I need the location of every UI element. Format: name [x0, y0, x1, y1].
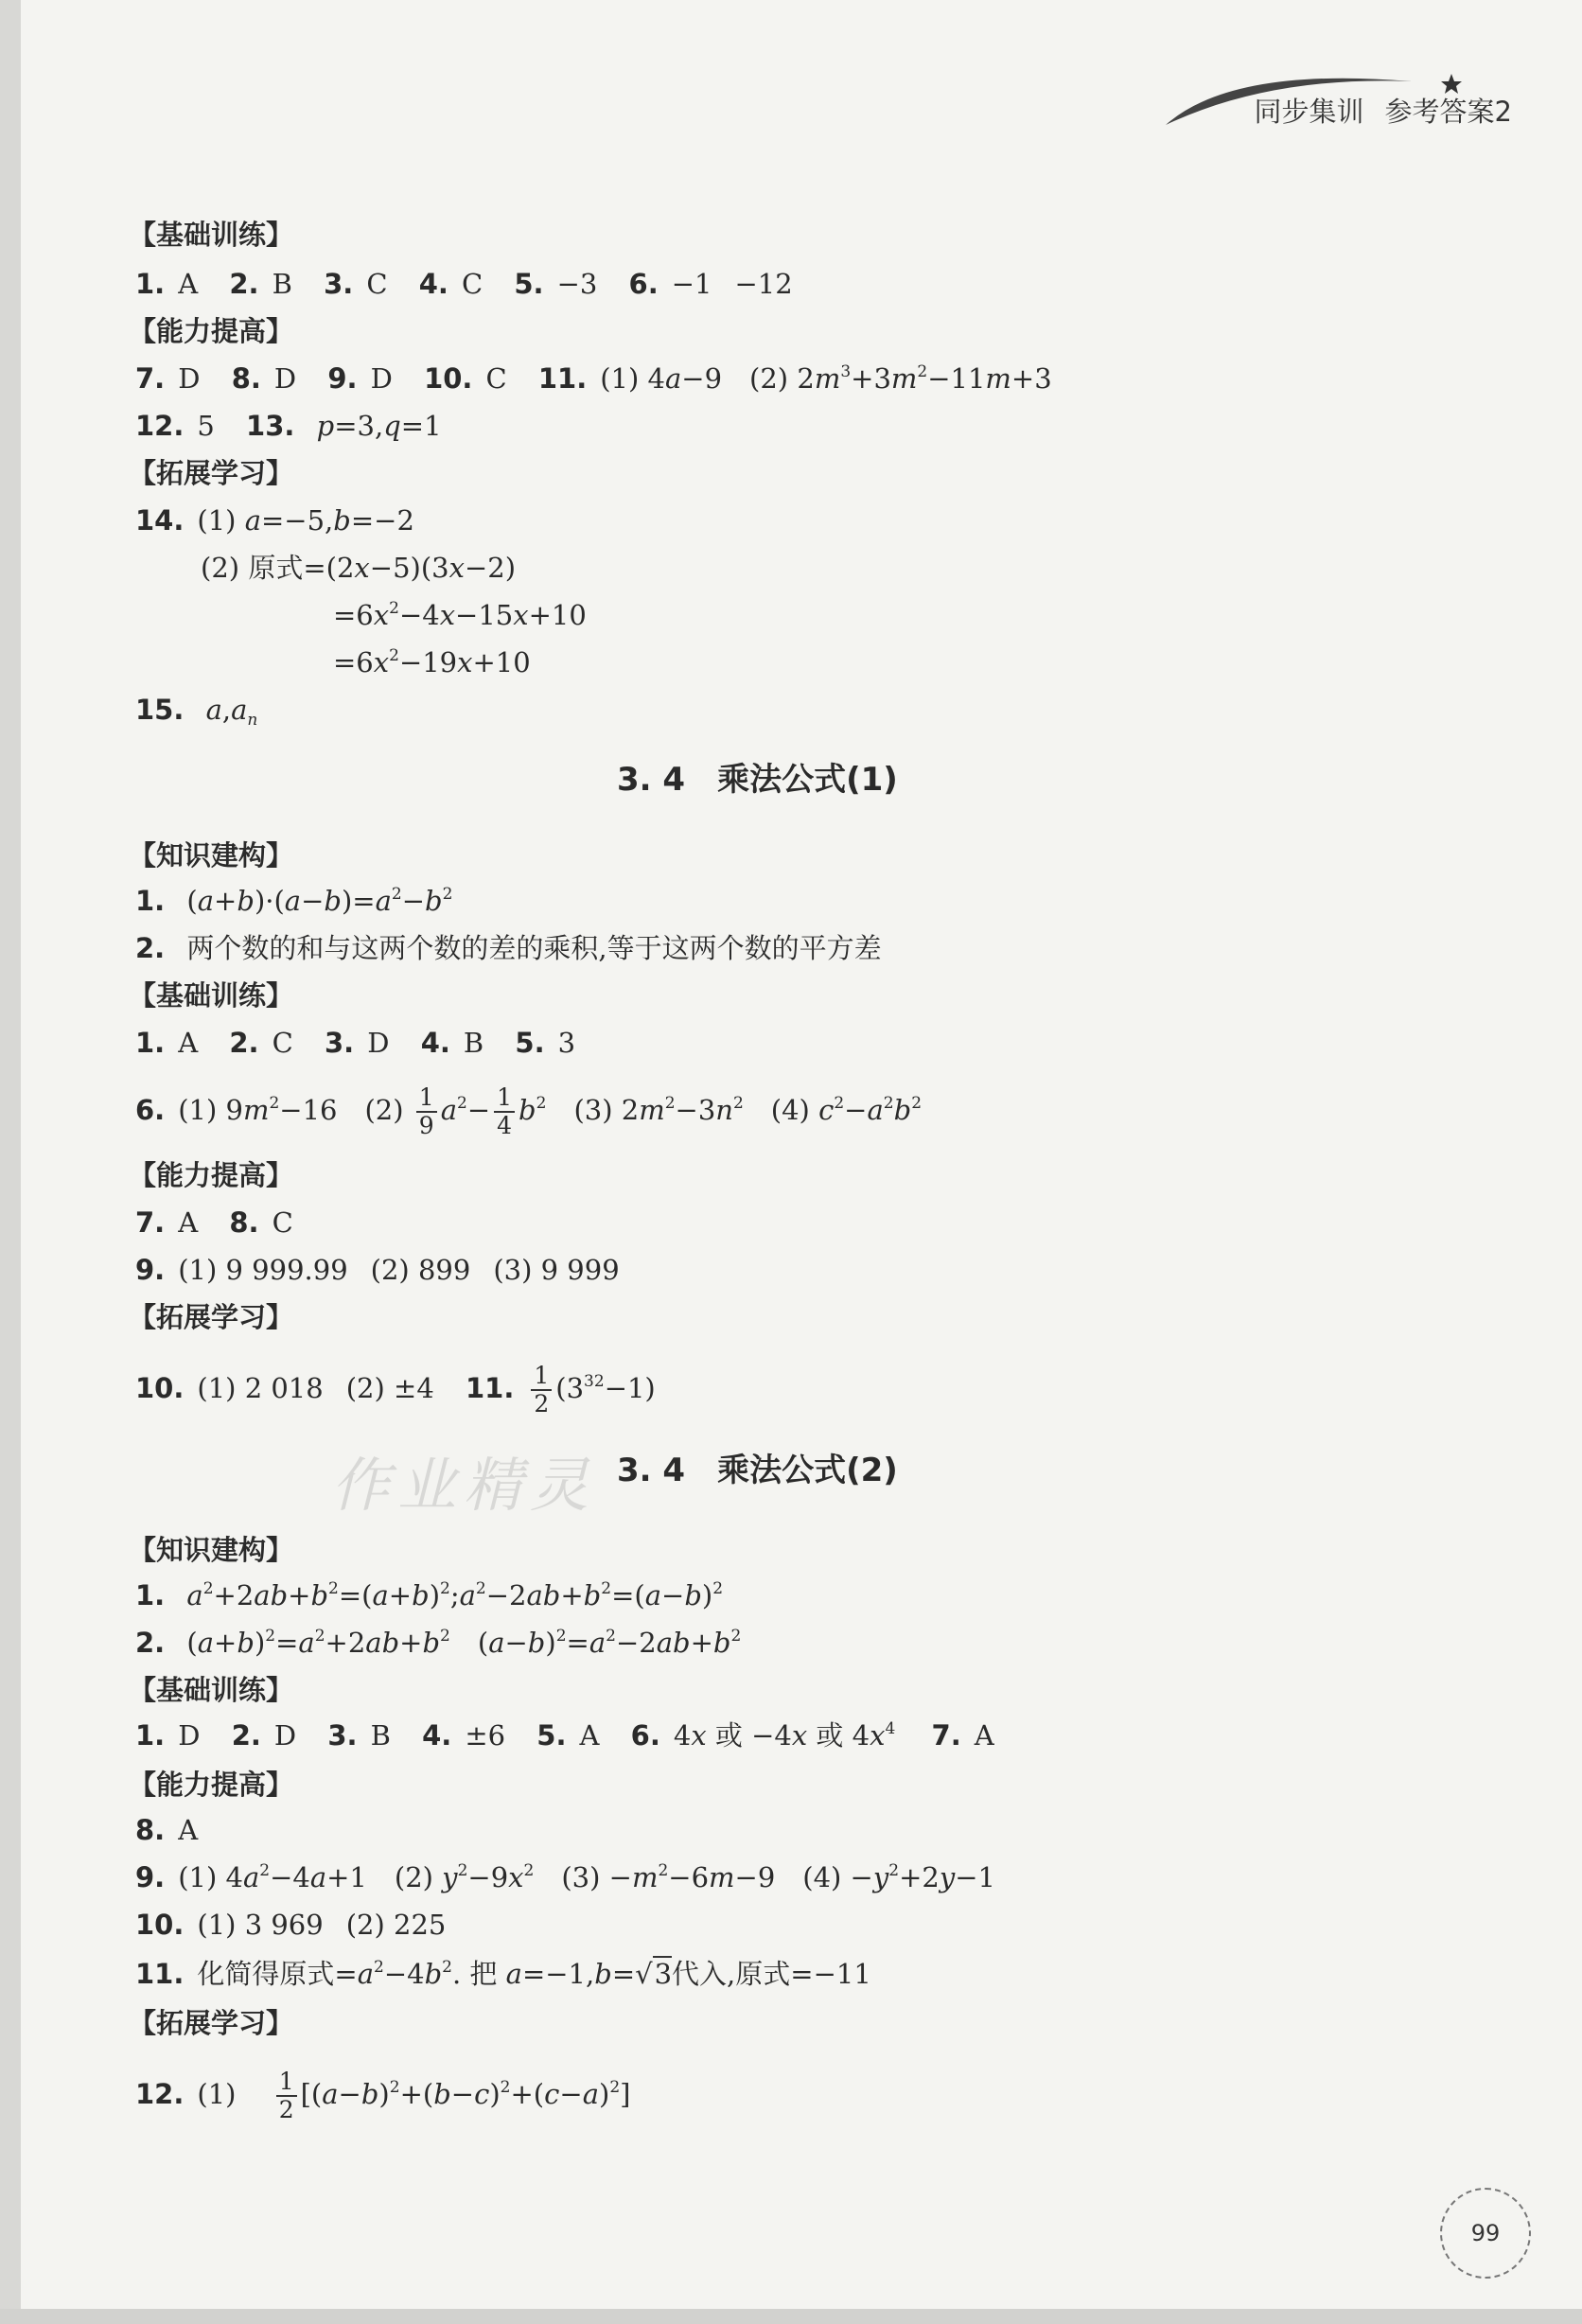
- section-extension: 【拓展学习】: [129, 1301, 294, 1333]
- answer-line: 6. (1) $9m^2-16$ (2) $\frac{1}{9}$ $a^2-$ $\frac{1}{4}$ $b^2$ (3) $2m^2-3n^2$ (4) $c^2-a^2b^2$: [135, 1083, 923, 1139]
- answer-line: (2) 原式=(2x−5)(3x−2): [201, 552, 517, 584]
- scan-edge-bottom: [0, 2309, 1582, 2324]
- answer-line: 7. D 8. D 9. D 10. C 11. (1) 4a−9 (2) $2m^3+3m^2-11m+3$: [135, 362, 1052, 395]
- section-ability: 【能力提高】: [129, 1769, 294, 1801]
- section-knowledge: 【知识建构】: [129, 1534, 294, 1566]
- answer-line: $=6x^2-4x-15x+10$: [333, 599, 587, 631]
- answer-line: 9. (1) $4a^2-4a+1$ (2) $y^2-9x^2$ $(3) -m^2-6m-9$ $(4) -y^2+2y-1$: [135, 1861, 995, 1893]
- header-series: 同步集训: [1254, 96, 1364, 128]
- section-ability: 【能力提高】: [129, 1159, 294, 1191]
- answer-line: 11. 化简得原式$=a^2-4b^2$. 把 a=−1,b=√3代入,原式=−11: [135, 1958, 871, 1990]
- answer-line: 15. $a,a_n$: [135, 694, 258, 730]
- section-basic-training: 【基础训练】: [129, 1674, 294, 1706]
- answer-line: 8. A: [135, 1814, 199, 1846]
- answer-line: 2. 两个数的和与这两个数的差的乘积,等于这两个数的平方差: [135, 932, 882, 964]
- section-ability: 【能力提高】: [129, 315, 294, 347]
- scan-edge-left: [0, 0, 21, 2324]
- header-title: 参考答案2: [1384, 96, 1512, 128]
- answer-line: 10. (1) 2 018 (2) ±4 11. $\frac{1}{2}$ $(3^{32}-1)$: [135, 1362, 656, 1417]
- answer-line: 1. $(a+b)\cdot(a-b)=a^2-b^2$: [135, 885, 453, 917]
- answer-line: 1. $a^2+2ab+b^2=(a+b)^2;a^2-2ab+b^2=(a-b)^2$: [135, 1579, 724, 1611]
- watermark: 作业精灵: [331, 1451, 597, 1520]
- section-title: 3. 4 乘法公式(1): [617, 761, 898, 799]
- section-extension: 【拓展学习】: [129, 457, 294, 489]
- answer-line: 1. A 2. C 3. D 4. B 5. 3: [135, 1027, 576, 1059]
- section-basic-training: 【基础训练】: [129, 979, 294, 1012]
- answer-line: 10. (1) 3 969 (2) 225: [135, 1909, 447, 1941]
- answer-line: 7. A 8. C: [135, 1206, 293, 1239]
- answer-line: 12. (1) $\frac{1}{2}$ $[(a-b)^2+(b-c)^2+(c-a)^2]$: [135, 2068, 631, 2123]
- answer-line: 2. $(a+b)^2=a^2+2ab+b^2$ $(a-b)^2=a^2-2ab+b^2$: [135, 1627, 742, 1659]
- answer-line: $=6x^2-19x+10$: [333, 646, 531, 678]
- section-title: 3. 4 乘法公式(2): [617, 1452, 898, 1489]
- section-extension: 【拓展学习】: [129, 2007, 294, 2039]
- answer-line: 1. D 2. D 3. B 4. ±6 5. A 6. 4x 或 −4x 或 $4x^4$ 7. A: [135, 1719, 994, 1752]
- section-basic-training: 【基础训练】: [129, 219, 294, 251]
- answer-line: 9. (1) 9 999.99 (2) 899 (3) 9 999: [135, 1254, 620, 1286]
- page-header: [1156, 47, 1535, 132]
- answer-line: 14. (1) a=−5,b=−2: [135, 504, 414, 537]
- page-number: 99: [1440, 2188, 1531, 2279]
- answer-line: 12. 5 13. p=3,q=1: [135, 410, 442, 442]
- section-knowledge: 【知识建构】: [129, 839, 294, 872]
- answer-line: 1. A 2. B 3. C 4. C 5. −3 6. −1 −12: [135, 268, 793, 300]
